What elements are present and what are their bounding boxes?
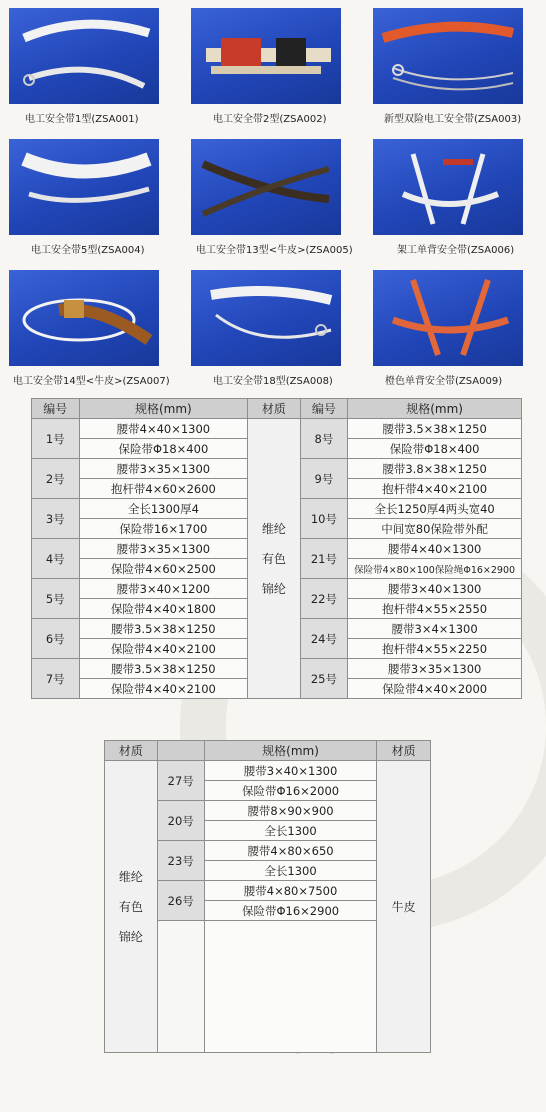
spec-cell: 全长1300 — [204, 861, 377, 881]
spec-cell: 腰带3×35×1300 — [79, 539, 248, 559]
item-number: 26号 — [157, 881, 204, 921]
spec-cell: 腰带3×35×1300 — [348, 659, 522, 679]
material-3: 锦纶 — [118, 929, 143, 944]
table-header-row — [105, 741, 431, 761]
orange-double-belt-photo — [373, 8, 523, 104]
material-cell-right: 牛皮 — [377, 761, 431, 1053]
spec-cell: 保险带Φ18×400 — [79, 439, 248, 459]
white-rope-belt-photo — [191, 270, 341, 366]
spec-cell: 腰带8×90×900 — [204, 801, 377, 821]
spec-cell: 抱杆带4×60×2600 — [79, 479, 248, 499]
item-number: 21号 — [300, 539, 348, 579]
item-number: 22号 — [300, 579, 348, 619]
spec-table-main — [31, 398, 522, 699]
spec-cell: 腰带3×40×1200 — [79, 579, 248, 599]
item-number: 9号 — [300, 459, 348, 499]
spec-cell: 腰带3×35×1300 — [79, 459, 248, 479]
dark-leather-belt-photo — [191, 139, 341, 235]
white-harness-photo — [373, 139, 523, 235]
empty-number-cell — [157, 921, 204, 1053]
empty-spec-cell — [204, 921, 377, 1053]
white-belt-photo — [9, 8, 159, 104]
spec-cell: 保险带4×80×100保险绳Φ16×2900 — [348, 559, 522, 579]
spec-cell: 保险带4×40×2100 — [79, 679, 248, 699]
table-header-row — [32, 399, 522, 419]
spec-cell: 保险带4×40×2000 — [348, 679, 522, 699]
spec-cell: 腰带3.8×38×1250 — [348, 459, 522, 479]
spec-cell: 保险带4×60×2500 — [79, 559, 248, 579]
spec-table-leather — [104, 740, 431, 1053]
spec-cell: 腰带3.5×38×1250 — [79, 619, 248, 639]
product-caption: 橙色单背安全带(ZSA009) — [385, 376, 503, 387]
spec-cell: 腰带3×40×1300 — [204, 761, 377, 781]
material-1: 维纶 — [118, 869, 143, 884]
material-3: 锦纶 — [261, 581, 286, 596]
header-spec-right: 规格(mm) — [348, 399, 522, 419]
spec-cell: 全长1300 — [204, 821, 377, 841]
brown-leather-belt-photo — [9, 270, 159, 366]
table-row — [105, 761, 431, 781]
item-number: 24号 — [300, 619, 348, 659]
table-row — [32, 419, 522, 439]
spec-cell: 保险带4×40×2100 — [79, 639, 248, 659]
item-number: 1号 — [32, 419, 80, 459]
header-material: 材质 — [248, 399, 300, 419]
product-caption: 电工安全带18型(ZSA008) — [213, 376, 333, 387]
spec-cell: 腰带3×40×1300 — [348, 579, 522, 599]
orange-harness-photo — [373, 270, 523, 366]
spec-cell: 全长1300厚4 — [79, 499, 248, 519]
product-caption: 电工安全带14型<牛皮>(ZSA007) — [13, 376, 170, 387]
item-number: 6号 — [32, 619, 80, 659]
header-number: 编号 — [32, 399, 80, 419]
product-caption: 电工安全带2型(ZSA002) — [213, 114, 327, 125]
product-caption: 电工安全带5型(ZSA004) — [31, 245, 145, 256]
spec-cell: 保险带Φ18×400 — [348, 439, 522, 459]
material-cell — [248, 419, 300, 699]
header-number — [157, 741, 204, 761]
material-cell — [105, 761, 158, 1053]
item-number: 25号 — [300, 659, 348, 699]
spec-cell: 腰带3×4×1300 — [348, 619, 522, 639]
product-caption: 电工安全带1型(ZSA001) — [25, 114, 139, 125]
material-1: 维纶 — [261, 521, 286, 536]
product-caption: 电工安全带13型<牛皮>(ZSA005) — [196, 245, 353, 256]
spec-cell: 腰带4×80×7500 — [204, 881, 377, 901]
spec-cell: 保险带Φ16×2000 — [204, 781, 377, 801]
item-number: 23号 — [157, 841, 204, 881]
header-number-right: 编号 — [300, 399, 348, 419]
header-material: 材质 — [105, 741, 158, 761]
spec-cell: 保险带4×40×1800 — [79, 599, 248, 619]
header-spec: 规格(mm) — [204, 741, 377, 761]
spec-cell: 腰带4×40×1300 — [79, 419, 248, 439]
spec-cell: 保险带Φ16×2900 — [204, 901, 377, 921]
item-number: 8号 — [300, 419, 348, 459]
item-number: 27号 — [157, 761, 204, 801]
spec-cell: 中间宽80保险带外配 — [348, 519, 522, 539]
item-number: 7号 — [32, 659, 80, 699]
item-number: 5号 — [32, 579, 80, 619]
item-number: 2号 — [32, 459, 80, 499]
red-belt-photo — [191, 8, 341, 104]
spec-cell: 保险带16×1700 — [79, 519, 248, 539]
item-number: 3号 — [32, 499, 80, 539]
white-padded-belt-photo — [9, 139, 159, 235]
spec-cell: 腰带3.5×38×1250 — [348, 419, 522, 439]
item-number: 20号 — [157, 801, 204, 841]
material-2: 有色 — [118, 899, 143, 914]
product-caption: 架工单背安全带(ZSA006) — [397, 245, 515, 256]
spec-cell: 全长1250厚4两头宽40 — [348, 499, 522, 519]
item-number: 4号 — [32, 539, 80, 579]
spec-cell: 抱杆带4×40×2100 — [348, 479, 522, 499]
spec-cell: 腰带4×80×650 — [204, 841, 377, 861]
spec-cell: 腰带3.5×38×1250 — [79, 659, 248, 679]
spec-cell: 腰带4×40×1300 — [348, 539, 522, 559]
header-spec: 规格(mm) — [79, 399, 248, 419]
product-caption: 新型双险电工安全带(ZSA003) — [384, 114, 522, 125]
header-material-right: 材质 — [377, 741, 431, 761]
item-number: 10号 — [300, 499, 348, 539]
spec-cell: 抱杆带4×55×2550 — [348, 599, 522, 619]
material-2: 有色 — [261, 551, 286, 566]
spec-cell: 抱杆带4×55×2250 — [348, 639, 522, 659]
